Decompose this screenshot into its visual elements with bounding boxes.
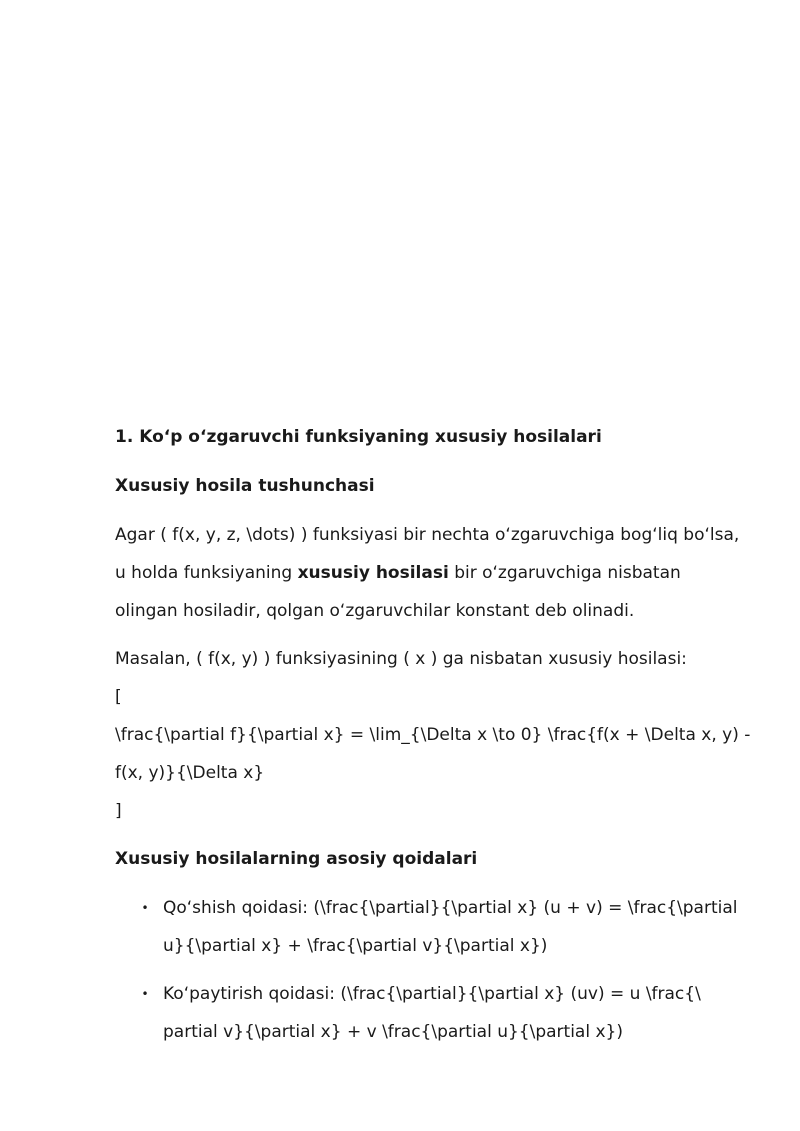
example-paragraph: Masalan, ( f(x, y) ) funksiyasining ( x ) ga nisbatan xususiy hosilasi:: [115, 649, 687, 669]
rule-line-2: partial v}{\partial x} + v \frac{\partial u}{\partial x}): [163, 1022, 623, 1042]
concept-bold-term: xususiy hosilasi: [297, 563, 449, 583]
formula-line-2: f(x, y)}{\Delta x}: [115, 763, 265, 783]
rule-line-2: u}{\partial x} + \frac{\partial v}{\partial x}): [163, 936, 548, 956]
rule-line-1: Ko‘paytirish qoidasi: (\frac{\partial}{\partial x} (uv) = u \frac{\: [163, 984, 701, 1004]
formula-open-bracket: [: [115, 687, 122, 707]
list-item: [115, 975, 755, 1051]
rule-line-1: Qo‘shish qoidasi: (\frac{\partial}{\partial x} (u + v) = \frac{\partial: [163, 898, 738, 918]
concept-heading: Xususiy hosila tushunchasi: [115, 476, 375, 496]
bullet-icon: •: [141, 987, 149, 1001]
concept-paragraph-line-1: Agar ( f(x, y, z, \dots) ) funksiyasi bir nechta o‘zgaruvchiga bog‘liq bo‘lsa,: [115, 525, 740, 545]
concept-text-b: bir o‘zgaruvchiga nisbatan: [448, 563, 681, 583]
rules-heading: Xususiy hosilalarning asosiy qoidalari: [115, 849, 478, 869]
formula-line-1: \frac{\partial f}{\partial x} = \lim_{\Delta x \to 0} \frac{f(x + \Delta x, y) -: [115, 725, 751, 745]
concept-paragraph: [115, 516, 755, 630]
formula-close-bracket: ]: [115, 801, 122, 821]
bullet-icon: •: [141, 901, 149, 915]
rules-list: [115, 889, 755, 1051]
concept-paragraph-line-3: olingan hosiladir, qolgan o‘zgaruvchilar konstant deb olinadi.: [115, 601, 635, 621]
document-content: [115, 418, 755, 1061]
concept-text-a: u holda funksiyaning: [115, 563, 298, 583]
list-item: [115, 889, 755, 965]
concept-paragraph-line-2: [115, 554, 755, 592]
section-title: 1. Ko‘p o‘zgaruvchi funksiyaning xususiy hosilalari: [115, 427, 602, 447]
